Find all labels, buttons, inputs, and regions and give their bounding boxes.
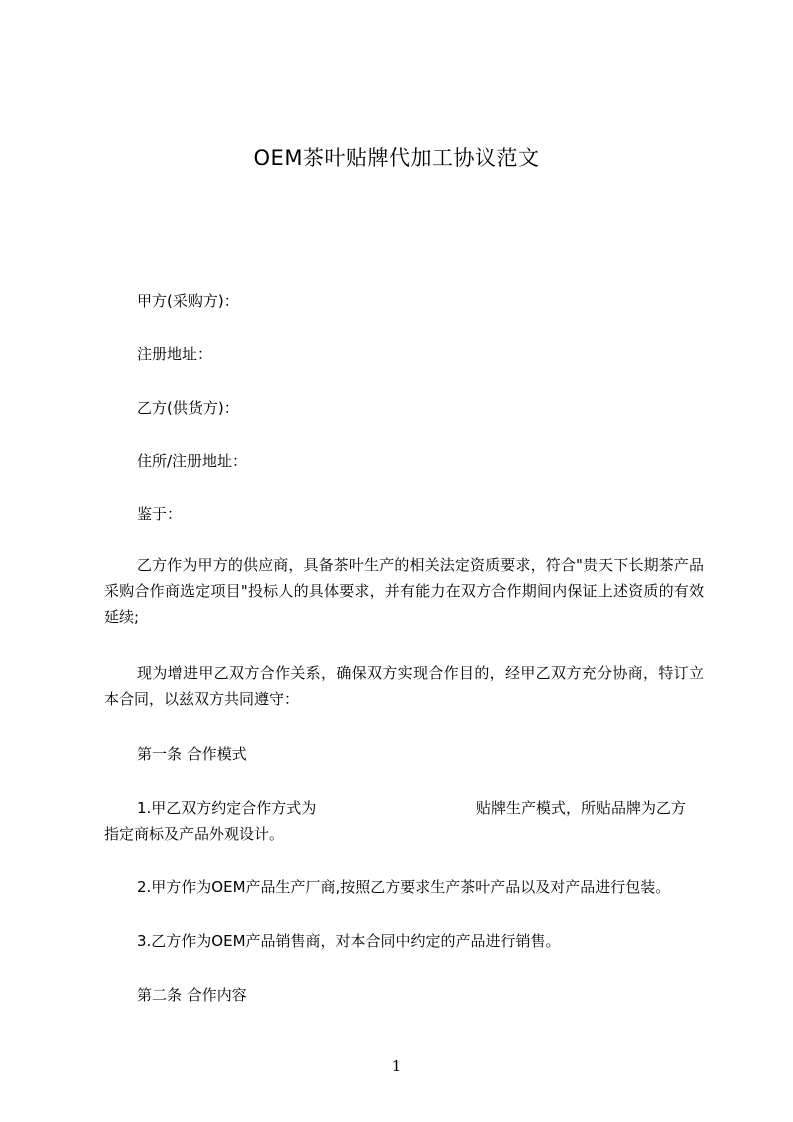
- party-b-label: 乙方(供货方)：: [137, 399, 239, 417]
- clause-1-2: 2.甲方作为OEM产品生产厂商,按照乙方要求生产茶叶产品以及对产品进行包装。: [137, 878, 671, 896]
- party-a-label: 甲方(采购方)：: [137, 292, 239, 310]
- residence-address-label: 住所/注册地址：: [137, 452, 248, 470]
- article-2-heading: 第二条 合作内容: [137, 986, 247, 1004]
- purpose-paragraph: 现为增进甲乙双方合作关系，确保双方实现合作目的，经甲乙双方充分协商，特订立本合同，以兹双方共同遵守：: [104, 664, 704, 708]
- whereas-paragraph: 乙方作为甲方的供应商，具备茶叶生产的相关法定资质要求，符合"贵天下长期茶产品采购合作商选定项目"投标人的具体要求，并有能力在双方合作期间内保证上述资质的有效延续;: [104, 556, 704, 626]
- document-title: OEM茶叶贴牌代加工协议范文: [253, 146, 540, 170]
- article-1-heading: 第一条 合作模式: [137, 745, 247, 763]
- clause-1-1-continued: 贴牌生产模式，所贴品牌为乙方: [476, 799, 687, 817]
- registered-address-label: 注册地址：: [137, 345, 213, 363]
- clause-1-1-end: 指定商标及产品外观设计。: [104, 825, 285, 843]
- clause-1-1-start: 1.甲乙双方约定合作方式为: [137, 799, 317, 817]
- whereas-label: 鉴于：: [137, 505, 183, 523]
- page-number: 1: [391, 1057, 402, 1075]
- clause-1-3: 3.乙方作为OEM产品销售商，对本合同中约定的产品进行销售。: [137, 932, 561, 950]
